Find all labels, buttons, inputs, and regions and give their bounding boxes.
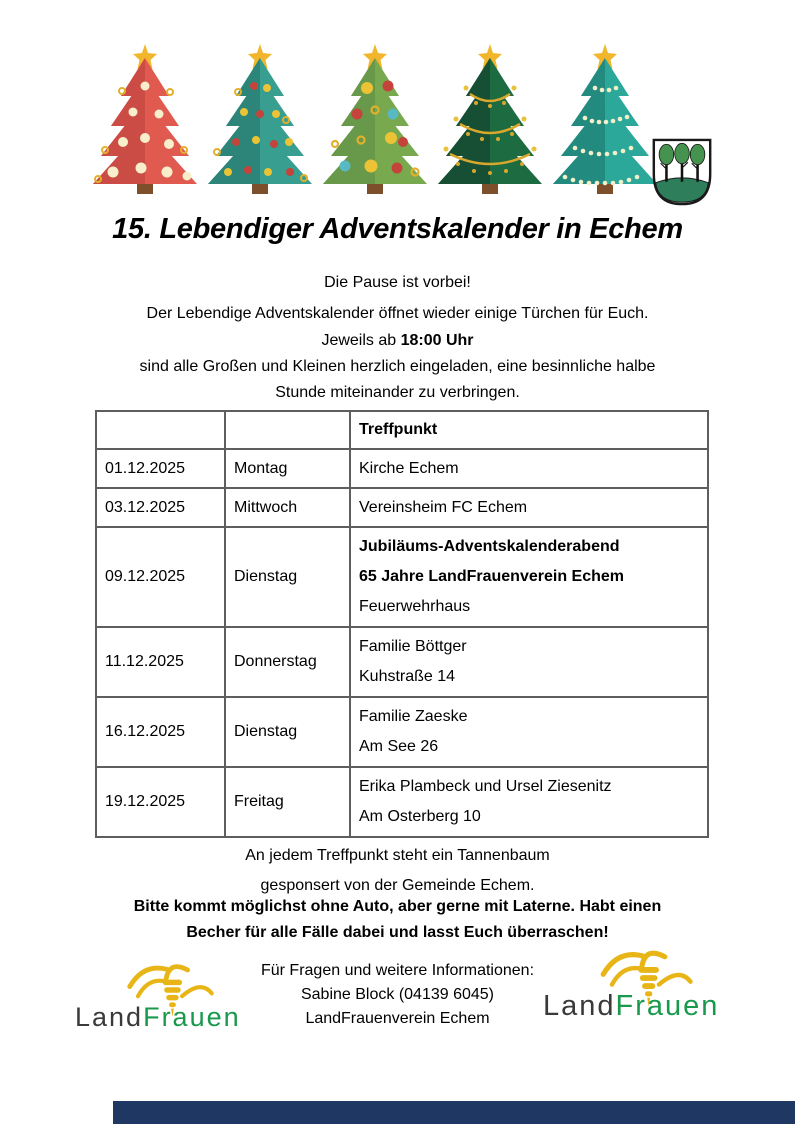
- logo-word-land: Land: [543, 990, 616, 1022]
- table-row: [96, 488, 708, 527]
- treffpunkt-cell: [350, 627, 708, 697]
- intro-pause: Die Pause ist vorbei!: [324, 274, 471, 291]
- intro-opening: Der Lebendige Adventskalender öffnet wieder einige Türchen für Euch.: [146, 305, 649, 322]
- day-cell: Dienstag: [225, 527, 350, 627]
- table-header-row: [96, 411, 708, 449]
- day-cell: Mittwoch: [225, 488, 350, 527]
- intro-invite-line1: sind alle Großen und Kleinen herzlich eingeladen, eine besinnliche halbe: [139, 358, 656, 375]
- logo-word-frauen: Frauen: [615, 990, 720, 1022]
- notice-paragraph: [0, 894, 795, 946]
- treffpunkt-line: Jubiläums-Adventskalenderabend: [359, 538, 620, 555]
- treffpunkt-cell: [350, 697, 708, 767]
- header-date: [96, 411, 225, 449]
- treffpunkt-line: Feuerwehrhaus: [359, 598, 471, 615]
- christmas-tree-cyan-icon: [545, 42, 665, 194]
- page-title: 15. Lebendiger Adventskalender in Echem: [112, 213, 683, 245]
- day-cell: Montag: [225, 449, 350, 488]
- date-cell: 11.12.2025: [96, 627, 225, 697]
- intro-time-paragraph: [0, 328, 795, 406]
- intro-time-value: 18:00 Uhr: [400, 332, 474, 349]
- treffpunkt-line: Familie Böttger: [359, 638, 467, 655]
- landfrauen-logo-left: [75, 963, 260, 1035]
- date-cell: 01.12.2025: [96, 449, 225, 488]
- christmas-tree-darkgreen-icon: [430, 42, 550, 194]
- intro-time-line: [0, 328, 795, 354]
- bottom-navy-bar: [113, 1101, 795, 1124]
- contact-line3: LandFrauenverein Echem: [305, 1010, 490, 1027]
- echem-coat-of-arms-icon: [650, 137, 714, 207]
- date-cell: 16.12.2025: [96, 697, 225, 767]
- landfrauen-wordmark: [543, 990, 719, 1023]
- table-row: [96, 449, 708, 488]
- date-cell: 03.12.2025: [96, 488, 225, 527]
- notice-line2: Becher für alle Fälle dabei und lasst Euch überraschen!: [186, 924, 609, 941]
- table-row: [96, 697, 708, 767]
- notice-line1: Bitte kommt möglichst ohne Auto, aber gerne mit Laterne. Habt einen: [133, 898, 662, 915]
- table-row: [96, 527, 708, 627]
- christmas-tree-red-icon: [85, 42, 205, 194]
- treffpunkt-cell: Kirche Echem: [350, 449, 708, 488]
- treffpunkt-line: Am See 26: [359, 738, 439, 755]
- intro-invite-line2: Stunde miteinander zu verbringen.: [275, 384, 520, 401]
- landfrauen-logo-right: [543, 953, 743, 1025]
- logo-word-land: Land: [75, 1002, 144, 1032]
- treffpunkt-cell: [350, 527, 708, 627]
- treffpunkt-line: 65 Jahre LandFrauenverein Echem: [359, 568, 624, 585]
- schedule-table: [95, 410, 709, 838]
- treffpunkt-line: Kuhstraße 14: [359, 668, 456, 685]
- christmas-tree-green-icon: [315, 42, 435, 194]
- header-day: [225, 411, 350, 449]
- intro-time-prefix: Jeweils ab: [321, 332, 401, 349]
- outro-line2: gesponsert von der Gemeinde Echem.: [260, 877, 535, 894]
- treffpunkt-line: Familie Zaeske: [359, 708, 468, 725]
- day-cell: Freitag: [225, 767, 350, 837]
- contact-line1: Für Fragen und weitere Informationen:: [260, 962, 535, 979]
- logo-word-frauen: Frauen: [143, 1002, 241, 1032]
- outro-line1: An jedem Treffpunkt steht ein Tannenbaum: [245, 847, 550, 864]
- landfrauen-wordmark: [75, 1002, 241, 1033]
- date-cell: 09.12.2025: [96, 527, 225, 627]
- date-cell: 19.12.2025: [96, 767, 225, 837]
- treffpunkt-line: Erika Plambeck und Ursel Ziesenitz: [359, 778, 612, 795]
- treffpunkt-line: Am Osterberg 10: [359, 808, 481, 825]
- day-cell: Dienstag: [225, 697, 350, 767]
- header-treffpunkt: Treffpunkt: [350, 411, 708, 449]
- treffpunkt-cell: [350, 767, 708, 837]
- day-cell: Donnerstag: [225, 627, 350, 697]
- contact-line2: Sabine Block (04139 6045): [300, 986, 495, 1003]
- christmas-tree-teal-icon: [200, 42, 320, 194]
- table-row: [96, 767, 708, 837]
- treffpunkt-cell: Vereinsheim FC Echem: [350, 488, 708, 527]
- outro-paragraph: [0, 841, 795, 901]
- table-row: [96, 627, 708, 697]
